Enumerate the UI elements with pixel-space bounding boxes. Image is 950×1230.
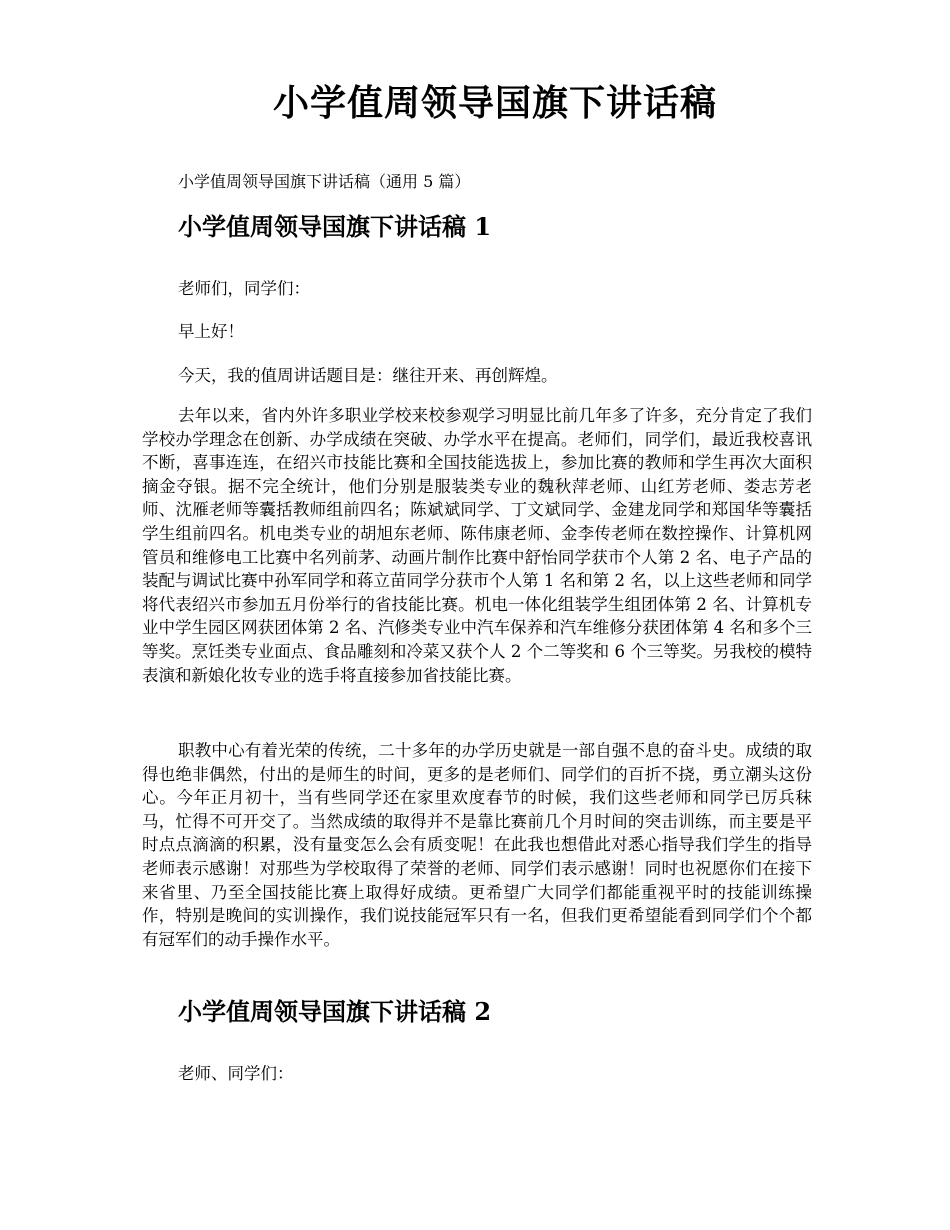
greeting-1: 老师们，同学们： <box>178 279 310 298</box>
document-title: 小学值周领导国旗下讲话稿 <box>272 82 717 124</box>
section-heading-1: 小学值周领导国旗下讲话稿 1 <box>178 212 492 241</box>
body-paragraph-2: 职教中心有着光荣的传统，二十多年的办学历史就是一部自强不息的奋斗史。成绩的取得也绝非偶然，付出的是师生的时间，更多的是老师们、同学们的百折不挠，勇立潮头这份心。今年正月初十，当有些同学还在家里欢度春节的时候，我们这些老师和同学已厉兵秣马，忙得不可开交了。当然成绩的取得并不是靠比赛前几个月时间的突击训练，而主要是平时点点滴滴的积累，没有量变怎么会有质变呢！在此我也想借此对悉心指导我们学生的指导老师表示感谢！对那些为学校取得了荣誉的老师、同学们表示感谢！同时也祝愿你们在接下来省里、乃至全国技能比赛上取得好成绩。更希望广大同学们都能重视平时的技能训练操作，特别是晚间的实训操作，我们说技能冠军只有一名，但我们更希望能看到同学们个个都有冠军们的动手操作水平。 <box>142 741 812 949</box>
greeting-2: 老师、同学们： <box>178 1064 294 1083</box>
speech-topic: 今天，我的值周讲话题目是：继往开来、再创辉煌。 <box>178 366 558 385</box>
salutation: 早上好！ <box>178 322 244 341</box>
document-subtitle: 小学值周领导国旗下讲话稿（通用 5 篇） <box>178 172 471 191</box>
section-heading-2: 小学值周领导国旗下讲话稿 2 <box>178 997 492 1026</box>
body-paragraph-1: 去年以来，省内外许多职业学校来校参观学习明显比前几年多了许多，充分肯定了我们学校办学理念在创新、办学成绩在突破、办学水平在提高。老师们，同学们，最近我校喜讯不断，喜事连连，在绍兴市技能比赛和全国技能选拔上，参加比赛的教师和学生再次大面积摘金夺银。据不完全统计，他们分别是服装类专业的魏秋萍老师、山红芳老师、娄志芳老师、沈雁老师等囊括教师组前四名；陈斌斌同学、丁文斌同学、金建龙同学和郑国华等囊括学生组前四名。机电类专业的胡旭东老师、陈伟康老师、金李传老师在数控操作、计算机网管员和维修电工比赛中名列前茅、动画片制作比赛中舒怡同学获市个人第 2 名、电子产品的装配与调试比赛中孙军同学和蒋立苗同学分获市个人第 1 名和第 2 名，以上这些老师和同学将代表绍兴市参加五月份举行的省技能比赛。机电一体化组装学生组团体第 2 名、计算机专业中学生园区网获团体第 2 名、汽修类专业中汽车保养和汽车维修分获团体第 4 名和多个三等奖。烹饪类专业面点、食品雕刻和冷菜又获个人 2 个二等奖和 6 个三等奖。另我校的模特表演和新娘化妆专业的选手将直接参加省技能比赛。 <box>142 406 812 685</box>
